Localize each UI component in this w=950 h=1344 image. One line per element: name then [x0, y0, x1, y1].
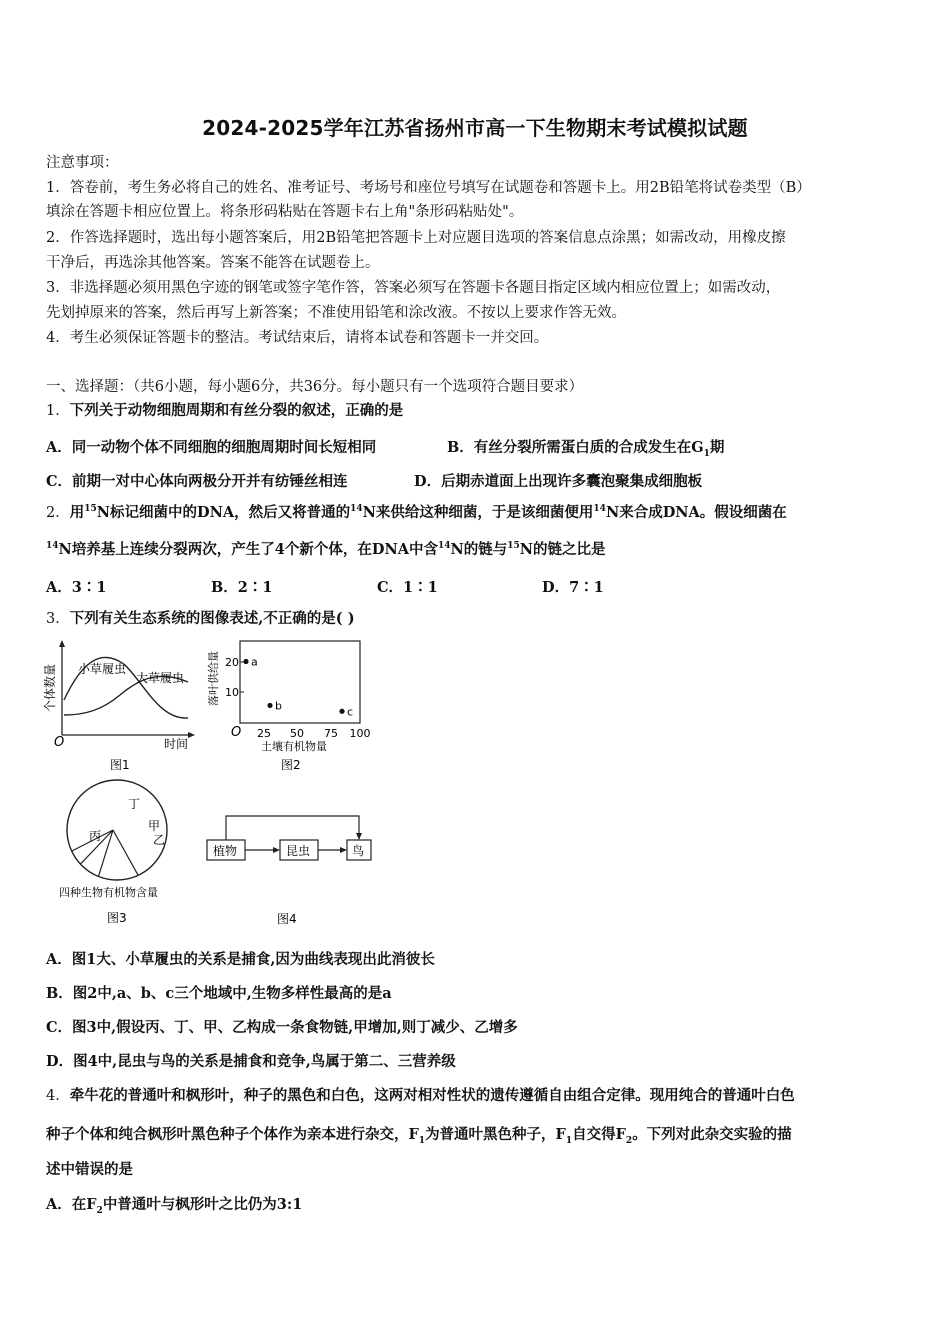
fig3-slice-label: 丁: [128, 797, 141, 811]
q1-option-d: D．后期赤道面上出现许多囊泡聚集成细胞板: [414, 473, 703, 490]
question-2-cont: $^{14}$N培养基上连续分裂两次，产生了4个新个体，在DNA中含$^{14}$N的链与$^{15}$N的链之比是: [46, 541, 606, 558]
fig1-xlabel: 时间: [164, 737, 189, 751]
fig4-caption: 图4: [277, 912, 297, 926]
fig2-ylabel: 落叶供给量: [207, 651, 220, 706]
question-4-cont: 种子个体和纯合枫形叶黑色种子个体作为亲本进行杂交，$F_1$为普通叶黑色种子，$F_1$自交得$F_2$。下列对此杂交实验的描: [46, 1126, 792, 1146]
question-number: 4．: [46, 1088, 70, 1104]
fig2-point-label: c: [347, 705, 354, 719]
fig1-curve2-label: 大草履虫: [136, 671, 185, 685]
page-title: 2024-2025学年江苏省扬州市高一下生物期末考试模拟试题: [202, 116, 748, 140]
q2-option-a: A．3∶1: [46, 579, 107, 596]
fig3-slice-label: 丙: [89, 829, 102, 843]
q1-option-b: B．有丝分裂所需蛋白质的合成发生在$G_1$期: [447, 439, 725, 459]
fig1-caption: 图1: [110, 758, 130, 772]
figure-4: [205, 808, 380, 930]
section-heading: 一、选择题：（共6小题，每小题6分，共36分。每小题只有一个选项符合题目要求）: [46, 379, 584, 395]
notice-line: 4．考生必须保证答题卡的整洁。考试结束后，请将本试卷和答题卡一并交回。: [46, 330, 549, 346]
fig3-slice-label: 甲: [148, 819, 161, 833]
fig2-point-label: b: [275, 699, 282, 713]
fig2-xlabel: 土壤有机物量: [261, 740, 327, 753]
q3-option-c: C．图3中,假设丙、丁、甲、乙构成一条食物链,甲增加,则丁减少、乙增多: [46, 1019, 518, 1036]
notice-heading: 注意事项：: [46, 155, 119, 171]
q1-option-c: C．前期一对中心体向两极分开并有纺锤丝相连: [46, 473, 348, 490]
fig2-xtick: 50: [290, 727, 304, 740]
notice-line: 填涂在答题卡相应位置上。将条形码粘贴在答题卡右上角"条形码粘贴处"。: [46, 204, 524, 220]
notice-line: 3．非选择题必须用黑色字迹的钢笔或签字笔作答，答案必须写在答题卡各题目指定区域内相应位置上；如需改动，: [46, 280, 781, 296]
question-number: 3．: [46, 611, 70, 627]
fig2-point-b: [267, 703, 272, 708]
notice-line: 2．作答选择题时，选出每小题答案后，用2B铅笔把答题卡上对应题目选项的答案信息点涂黑；如需改动，用橡皮擦: [46, 230, 786, 246]
fig4-node-label: 鸟: [352, 844, 365, 858]
q1-option-a: A．同一动物个体不同细胞的细胞周期时间长短相同: [46, 439, 377, 456]
fig1-origin: O: [54, 735, 65, 750]
notice-line: 1．答卷前，考生务必将自己的姓名、准考证号、考场号和座位号填写在试题卷和答题卡上。用2B铅笔将试卷类型（B）: [46, 180, 811, 196]
fig2-point-c: [339, 709, 344, 714]
q4-option-a: A．在$F_2$中普通叶与枫形叶之比仍为3:1: [46, 1196, 303, 1216]
fig3-slice-label: 乙: [153, 833, 166, 847]
fig4-node-label: 植物: [213, 844, 238, 858]
fig2-xtick: 25: [257, 727, 271, 740]
fig2-xtick: 75: [324, 727, 338, 740]
q3-option-b: B．图2中,a、b、c三个地域中,生物多样性最高的是a: [46, 985, 392, 1002]
q2-option-d: D．7∶1: [542, 579, 604, 596]
fig3-caption: 图3: [107, 911, 127, 925]
fig2-origin: O: [231, 725, 242, 740]
figure-1: [40, 640, 210, 775]
fig4-node-label: 昆虫: [286, 844, 311, 858]
question-2: 2．用$^{15}$N标记细菌中的DNA，然后又将普通的$^{14}$N来供给这种细菌，于是该细菌便用$^{14}$N来合成DNA。假设细菌在: [46, 504, 787, 521]
question-1: [46, 401, 403, 421]
q3-option-d: D．图4中,昆虫与鸟的关系是捕食和竞争,鸟属于第二、三营养级: [46, 1053, 456, 1070]
q2-option-c: C．1∶1: [377, 579, 438, 596]
fig2-ytick: 20: [225, 656, 239, 669]
q2-option-b: B．2∶1: [211, 579, 273, 596]
fig2-ytick: 10: [225, 686, 239, 699]
fig3-caption-text: 四种生物有机物含量: [59, 886, 158, 899]
notice-line: 干净后，再选涂其他答案。答案不能答在试题卷上。: [46, 255, 380, 271]
fig1-ylabel: 个体数量: [43, 663, 57, 712]
fig2-xtick: 100: [349, 727, 371, 740]
fig1-curve1-label: 小草履虫: [78, 662, 127, 676]
figure-3: [55, 778, 190, 930]
fig2-point-label: a: [251, 655, 258, 669]
fig2-point-a: [243, 659, 248, 664]
question-4-cont: 述中错误的是: [46, 1161, 133, 1178]
q3-option-a: A．图1大、小草履虫的关系是捕食,因为曲线表现出此消彼长: [46, 951, 435, 968]
question-number: 2．: [46, 505, 70, 521]
fig2-caption: 图2: [281, 758, 301, 772]
question-4: 4．牵牛花的普通叶和枫形叶，种子的黑色和白色，这两对相对性状的遗传遵循自由组合定律。现用纯合的普通叶白色: [46, 1087, 795, 1104]
question-3: 3．下列有关生态系统的图像表述,不正确的是( ): [46, 610, 355, 627]
question-stem: 下列关于动物细胞周期和有丝分裂的叙述，正确的是: [69, 402, 404, 419]
figure-2: [205, 636, 380, 776]
question-number: 1．: [46, 403, 70, 419]
fig4-arrow: [226, 816, 359, 840]
notice-line: 先划掉原来的答案，然后再写上新答案；不准使用铅笔和涂改液。不按以上要求作答无效。: [46, 305, 626, 321]
